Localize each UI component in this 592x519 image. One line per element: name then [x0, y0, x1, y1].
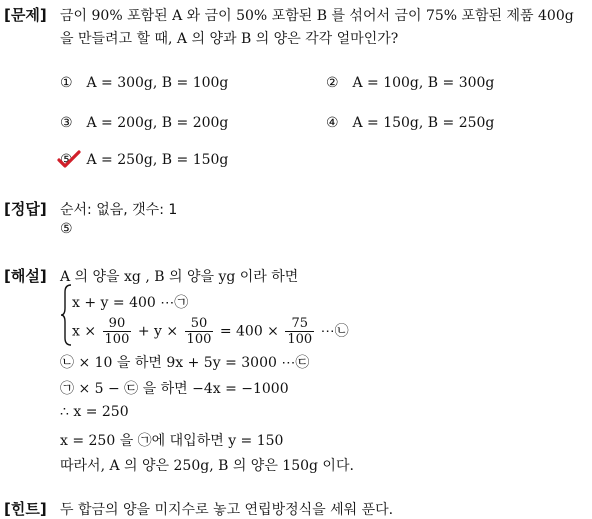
option-5-number: ⑤ [60, 152, 73, 168]
equation-2-part-a: x × [72, 323, 97, 340]
option-3[interactable] [60, 115, 228, 131]
option-4[interactable] [326, 115, 494, 131]
option-3-text: A = 200g, B = 200g [86, 115, 229, 131]
explanation-conclusion: 따라서, A 의 양은 250g, B 의 양은 150g 이다. [60, 458, 354, 474]
explanation-label: [해설] [4, 267, 47, 285]
equation-2-part-c: = 400 × [219, 323, 279, 340]
hint-label: [힌트] [4, 500, 47, 518]
option-5-text: A = 250g, B = 150g [86, 152, 229, 168]
option-1[interactable] [60, 75, 228, 91]
option-4-number: ④ [326, 115, 339, 131]
fraction-50-100 [185, 316, 214, 347]
explanation-step-1: ㉡ × 10 을 하면 9x + 5y = 3000 ⋯㉢ [60, 355, 310, 371]
explanation-step-2: ㉠ × 5 − ㉢ 을 하면 −4x = −1000 [60, 381, 289, 397]
fraction-1-denominator: 100 [104, 332, 130, 347]
system-brace [60, 284, 72, 346]
problem-text-line2: 을 만들려고 할 때, A 의 양과 B 의 양은 각각 얼마인가? [60, 31, 399, 47]
fraction-1-numerator: 90 [103, 316, 132, 332]
fraction-3-numerator: 75 [285, 316, 314, 332]
equation-2 [72, 316, 349, 347]
equation-1: x + y = 400 ⋯㉠ [72, 295, 189, 311]
answer-label: [정답] [4, 200, 47, 218]
explanation-step-4: x = 250 을 ㉠에 대입하면 y = 150 [60, 433, 284, 449]
option-3-number: ③ [60, 115, 73, 131]
fraction-2-numerator: 50 [185, 316, 214, 332]
problem-label: [문제] [4, 6, 47, 24]
option-1-number: ① [60, 75, 73, 91]
option-2-number: ② [326, 75, 339, 91]
check-mark-icon [57, 150, 81, 170]
explanation-step-3: ∴ x = 250 [60, 404, 129, 420]
explanation-intro: A 의 양을 xg , B 의 양을 yg 이라 하면 [60, 269, 299, 285]
answer-value: ⑤ [60, 221, 73, 237]
option-5[interactable] [60, 152, 228, 168]
fraction-2-denominator: 100 [186, 332, 212, 347]
answer-order-text: 순서: 없음, 갯수: 1 [60, 202, 178, 218]
option-1-text: A = 300g, B = 100g [86, 75, 229, 91]
fraction-75-100 [285, 316, 314, 347]
equation-2-part-b: + y × [137, 323, 179, 340]
hint-text: 두 합금의 양을 미지수로 놓고 연립방정식을 세워 푼다. [60, 502, 394, 518]
option-4-text: A = 150g, B = 250g [352, 115, 495, 131]
problem-text-line1: 금이 90% 포함된 A 와 금이 50% 포함된 B 를 섞어서 금이 75% 포함된 제품 400g [60, 8, 574, 24]
fraction-90-100 [103, 316, 132, 347]
option-2[interactable] [326, 75, 494, 91]
option-2-text: A = 100g, B = 300g [352, 75, 495, 91]
equation-2-part-d: ⋯㉡ [320, 323, 349, 340]
fraction-3-denominator: 100 [287, 332, 313, 347]
